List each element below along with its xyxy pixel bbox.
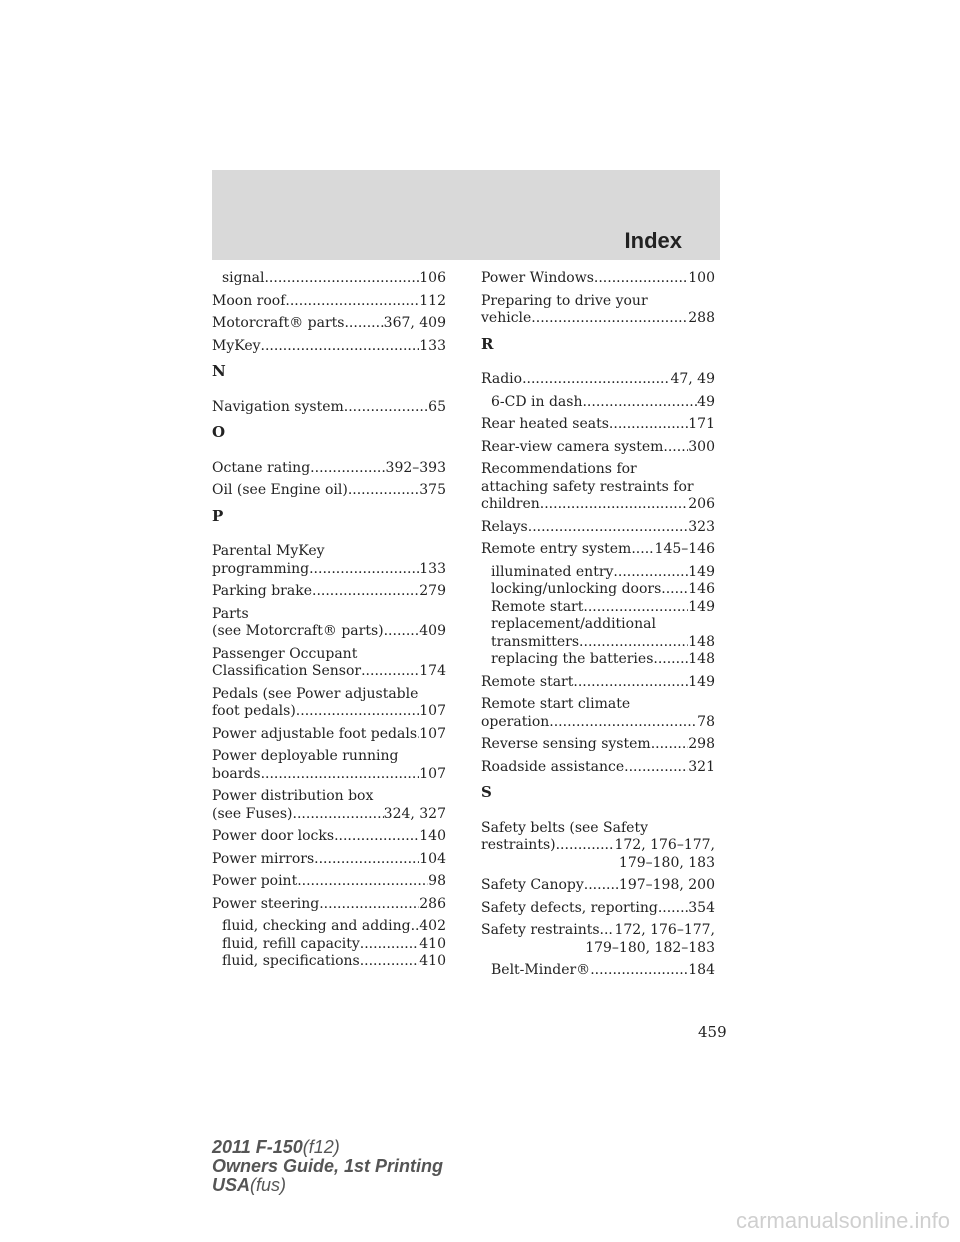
index-entry-term: transmitters xyxy=(491,633,580,650)
index-entry-line xyxy=(212,460,446,478)
index-entry-term: Relays xyxy=(481,518,528,535)
dot-leader xyxy=(261,338,420,356)
index-entry-term: signal xyxy=(222,270,265,286)
index-entry xyxy=(212,293,446,311)
index-entry-line xyxy=(481,416,715,434)
index-entry-line xyxy=(481,736,715,754)
index-entry-page: 409 xyxy=(419,623,446,639)
index-column-right xyxy=(481,270,715,985)
index-entry-page: 148 xyxy=(688,651,715,667)
index-entry-line xyxy=(481,519,715,537)
index-entry-page: 133 xyxy=(419,337,446,354)
dot-leader xyxy=(579,634,688,652)
index-entry xyxy=(212,748,446,783)
index-entry-term: Power mirrors xyxy=(212,850,315,867)
index-entry-term: MyKey xyxy=(212,337,261,354)
index-entry-line xyxy=(481,496,715,514)
watermark: carmanualsonline.info xyxy=(735,1208,950,1233)
index-entry-line xyxy=(212,663,446,681)
index-column-left xyxy=(212,270,446,976)
index-entry xyxy=(212,399,446,417)
index-entry-page: 174 xyxy=(419,663,446,679)
index-entry-lead: Parental MyKey xyxy=(212,543,325,559)
dot-leader xyxy=(310,460,385,478)
footer-market-code: (fus) xyxy=(250,1175,287,1195)
index-entry-lead: Recommendations for xyxy=(481,461,637,477)
index-entry-page: 145–146 xyxy=(654,541,715,557)
dot-leader xyxy=(556,837,615,855)
index-entry-page: 392–393 xyxy=(385,459,446,476)
index-entry-page: 300 xyxy=(688,438,715,455)
dot-leader xyxy=(531,310,688,328)
dot-leader xyxy=(540,496,688,514)
index-entry-line xyxy=(491,564,715,582)
index-entry xyxy=(212,460,446,478)
index-section-letter: N xyxy=(212,362,226,380)
index-entry-line xyxy=(212,338,446,356)
dot-leader xyxy=(594,270,688,288)
dot-leader xyxy=(344,315,383,333)
index-entry-line xyxy=(491,962,715,980)
index-entry-line xyxy=(481,900,715,918)
index-entry-term: boards xyxy=(212,765,261,782)
index-entry-page: 146 xyxy=(688,581,715,597)
index-entry-line xyxy=(212,828,446,846)
dot-leader xyxy=(314,851,419,869)
index-entry-term: Parking brake xyxy=(212,583,312,599)
index-entry xyxy=(481,461,715,514)
index-entry-page: 112 xyxy=(419,292,446,309)
index-entry-page: 47, 49 xyxy=(670,371,715,387)
index-entry-page: 107 xyxy=(419,765,446,782)
dot-leader xyxy=(613,564,688,582)
index-entry-term: Safety defects, reporting xyxy=(481,899,658,916)
dot-leader xyxy=(624,759,688,777)
index-entry-page: 184 xyxy=(688,962,715,978)
index-entry-term: Belt-Minder® xyxy=(491,962,591,978)
index-entry-line xyxy=(212,293,446,311)
index-entry-line xyxy=(212,766,446,784)
index-entry-lead: attaching safety restraints for xyxy=(481,478,694,495)
index-entry-term: Power Windows xyxy=(481,270,594,286)
index-entry xyxy=(481,900,715,918)
index-entry xyxy=(481,371,715,389)
index-entry-page: 354 xyxy=(688,899,715,916)
index-entry xyxy=(212,686,446,721)
dot-leader xyxy=(285,293,419,311)
index-entry xyxy=(481,439,715,457)
index-entry xyxy=(481,394,715,412)
index-entry xyxy=(481,293,715,328)
index-entry xyxy=(481,616,715,651)
footer-guide: Owners Guide, 1st Printing xyxy=(212,1156,444,1176)
index-entry xyxy=(212,338,446,356)
index-entry-lead: Safety belts (see Safety xyxy=(481,819,648,836)
dot-leader xyxy=(411,918,420,936)
index-section-letter: R xyxy=(481,334,494,353)
index-entry-term: Safety restraints xyxy=(481,922,600,938)
index-entry-line xyxy=(481,541,715,559)
index-entry xyxy=(481,541,715,559)
index-entry xyxy=(481,519,715,537)
index-entry-line xyxy=(491,581,715,599)
index-entry-page: 65 xyxy=(428,398,446,415)
index-entry-page: 279 xyxy=(419,583,446,599)
index-entry-term: fluid, checking and adding xyxy=(222,918,411,934)
index-entry-page: 106 xyxy=(419,270,446,286)
index-entry-line xyxy=(222,936,446,954)
index-entry-page-cont: 179–180, 182–183 xyxy=(585,939,715,956)
index-entry-term: Reverse sensing system xyxy=(481,736,651,752)
index-entry-line xyxy=(212,806,446,824)
page-number: 459 xyxy=(698,1023,727,1041)
dot-leader xyxy=(261,766,420,784)
index-entry-term: locking/unlocking doors xyxy=(491,581,662,597)
index-entry-page-cont: 179–180, 183 xyxy=(618,854,715,871)
index-entry xyxy=(212,726,446,744)
index-entry-line xyxy=(481,310,715,328)
index-entry-line xyxy=(481,759,715,777)
index-entry-term: programming xyxy=(212,560,310,577)
index-entry-page: 206 xyxy=(688,496,715,512)
dot-leader xyxy=(631,541,654,559)
index-entry-term: Roadside assistance xyxy=(481,758,625,775)
index-entry-term: Motorcraft® parts xyxy=(212,315,345,331)
dot-leader xyxy=(651,736,689,754)
index-entry-page: 410 xyxy=(419,935,446,952)
index-entry-page: 100 xyxy=(688,270,715,286)
index-entry-term: illuminated entry xyxy=(491,563,614,580)
index-entry-line xyxy=(212,873,446,891)
index-entry-term: Oil (see Engine oil) xyxy=(212,482,348,498)
index-entry-page: 172, 176–177, xyxy=(614,922,715,938)
index-entry-line xyxy=(222,918,446,936)
index-entry xyxy=(212,918,446,936)
footer-market: USA xyxy=(212,1175,251,1195)
index-entry-term: children xyxy=(481,496,540,512)
index-entry xyxy=(212,315,446,333)
index-entry xyxy=(212,788,446,823)
index-entry-line xyxy=(491,651,715,669)
dot-leader xyxy=(661,581,688,599)
index-entry-lead: Power deployable running xyxy=(212,748,399,764)
index-entry xyxy=(212,543,446,578)
index-entry-page: 171 xyxy=(688,416,715,432)
index-entry-term: Classification Sensor xyxy=(212,663,362,679)
index-entry xyxy=(481,759,715,777)
index-entry-line xyxy=(212,623,446,641)
dot-leader xyxy=(653,651,688,669)
index-entry-term: Remote entry system xyxy=(481,541,632,557)
index-entry-term: Remote start xyxy=(491,598,584,615)
index-entry-lead: Pedals (see Power adjustable xyxy=(212,685,419,702)
index-entry xyxy=(481,599,715,617)
index-entry-line xyxy=(491,394,715,412)
index-entry-line xyxy=(212,703,446,721)
index-entry-term: foot pedals) xyxy=(212,703,296,719)
index-entry-page: 149 xyxy=(688,598,715,615)
dot-leader xyxy=(600,922,615,940)
dot-leader xyxy=(319,896,419,914)
index-entry-lead: Remote start climate xyxy=(481,696,631,712)
index-entry-line xyxy=(212,583,446,601)
index-entry-page: 107 xyxy=(419,725,446,742)
index-entry-page: 286 xyxy=(419,895,446,912)
index-entry xyxy=(481,696,715,731)
dot-leader xyxy=(296,703,419,721)
dot-leader xyxy=(384,623,420,641)
section-title: Index xyxy=(624,228,682,253)
index-entry xyxy=(481,877,715,895)
index-entry xyxy=(481,651,715,669)
index-entry xyxy=(212,270,446,288)
index-entry-line xyxy=(481,922,715,940)
index-entry-term: Safety Canopy xyxy=(481,877,584,893)
index-section-letter: P xyxy=(212,506,224,525)
index-entry-page: 197–198, 200 xyxy=(618,877,715,893)
index-entry-term: Power door locks xyxy=(212,828,335,844)
index-entry-term: Moon roof xyxy=(212,292,286,309)
index-entry-page: 323 xyxy=(688,518,715,535)
index-entry-term: fluid, refill capacity xyxy=(222,935,360,952)
dot-leader xyxy=(264,270,419,288)
footer xyxy=(212,1138,443,1195)
index-entry xyxy=(212,828,446,846)
index-section-letter: O xyxy=(212,423,226,441)
index-entry-lead: Parts xyxy=(212,605,249,622)
index-entry-page: 149 xyxy=(688,673,715,690)
dot-leader xyxy=(293,806,384,824)
dot-leader xyxy=(663,439,688,457)
index-entry-page: 107 xyxy=(419,703,446,719)
index-entry-line xyxy=(212,482,446,500)
index-entry-line xyxy=(212,561,446,579)
dot-leader xyxy=(360,953,420,971)
index-entry-page: 367, 409 xyxy=(383,315,446,331)
index-entry-page: 298 xyxy=(688,736,715,752)
index-section-letter: S xyxy=(481,783,492,801)
index-entry xyxy=(212,583,446,601)
index-entry-lead: Power distribution box xyxy=(212,788,374,804)
index-entry-page: 133 xyxy=(419,560,446,577)
index-entry-line xyxy=(222,270,446,288)
index-entry-line xyxy=(481,714,715,732)
index-entry xyxy=(212,482,446,500)
index-entry-line xyxy=(481,371,715,389)
index-entry-page: 140 xyxy=(419,828,446,844)
index-entry-page: 98 xyxy=(428,873,446,889)
index-entry-lead: Passenger Occupant xyxy=(212,645,358,662)
index-entry-line xyxy=(481,439,715,457)
index-entry-page: 148 xyxy=(688,633,715,650)
index-entry xyxy=(212,896,446,914)
index-entry-term: Remote start xyxy=(481,673,574,690)
index-entry-term: (see Motorcraft® parts) xyxy=(212,623,384,639)
index-entry-term: Rear-view camera system xyxy=(481,438,664,455)
index-entry xyxy=(212,606,446,641)
index-entry xyxy=(212,936,446,954)
index-entry-term: 6-CD in dash xyxy=(491,393,583,410)
index-entry-page: 288 xyxy=(688,310,715,326)
index-entry xyxy=(481,581,715,599)
dot-leader xyxy=(590,962,688,980)
index-entry-line xyxy=(481,877,715,895)
dot-leader xyxy=(344,399,428,417)
index-entry xyxy=(481,674,715,692)
index-entry-page: 104 xyxy=(419,850,446,867)
index-entry-page: 375 xyxy=(419,482,446,498)
index-entry-page: 410 xyxy=(419,953,446,969)
index-entry-line xyxy=(212,896,446,914)
index-entry-term: (see Fuses) xyxy=(212,805,293,822)
index-entry xyxy=(481,922,715,957)
dot-leader xyxy=(360,936,420,954)
index-entry xyxy=(481,270,715,288)
index-entry-page: 149 xyxy=(688,563,715,580)
index-entry-term: replacing the batteries xyxy=(491,651,654,667)
header-band xyxy=(212,170,720,260)
index-entry xyxy=(212,646,446,681)
dot-leader xyxy=(582,394,697,412)
index-entry-page: 172, 176–177, xyxy=(614,837,715,853)
index-entry-line xyxy=(491,599,715,617)
index-entry-line xyxy=(212,851,446,869)
index-entry-lead: replacement/additional xyxy=(491,616,656,632)
index-entry-term: restraints) xyxy=(481,837,556,853)
dot-leader xyxy=(528,519,689,537)
index-entry-term: Rear heated seats xyxy=(481,416,609,432)
index-entry-page: 49 xyxy=(697,393,715,410)
dot-leader xyxy=(658,900,688,918)
index-entry-line xyxy=(212,399,446,417)
index-entry-term: operation xyxy=(481,713,550,730)
dot-leader xyxy=(312,583,419,601)
index-entry-term: Octane rating xyxy=(212,459,311,476)
index-entry-term: vehicle xyxy=(481,310,532,326)
dot-leader xyxy=(583,599,688,617)
dot-leader xyxy=(309,561,419,579)
index-entry xyxy=(481,736,715,754)
index-entry-term: Radio xyxy=(481,371,523,387)
dot-leader xyxy=(609,416,688,434)
dot-leader xyxy=(297,873,428,891)
index-entry xyxy=(212,953,446,971)
index-entry xyxy=(212,873,446,891)
dot-leader xyxy=(584,877,619,895)
index-entry-term: Power steering xyxy=(212,895,320,912)
footer-model: 2011 F-150 xyxy=(212,1137,303,1157)
dot-leader xyxy=(549,714,697,732)
index-entry-line xyxy=(212,315,446,333)
index-entry xyxy=(481,820,715,873)
index-entry-line xyxy=(481,270,715,288)
index-entry-line xyxy=(491,634,715,652)
index-entry-line xyxy=(481,837,715,855)
index-entry-line xyxy=(212,726,446,744)
dot-leader xyxy=(573,674,688,692)
dot-leader xyxy=(334,828,419,846)
index-entry-term: Navigation system xyxy=(212,398,344,415)
footer-model-code: (f12) xyxy=(302,1137,340,1157)
index-entry-page: 321 xyxy=(688,758,715,775)
index-entry-term: fluid, specifications xyxy=(222,953,360,969)
dot-leader xyxy=(361,663,419,681)
index-entry-line xyxy=(481,674,715,692)
index-entry-term: Power adjustable foot pedals xyxy=(212,725,418,742)
dot-leader xyxy=(348,482,419,500)
index-entry-page: 402 xyxy=(419,918,446,934)
index-entry xyxy=(212,851,446,869)
index-entry xyxy=(481,564,715,582)
index-entry-term: Power point xyxy=(212,873,298,889)
index-entry xyxy=(481,416,715,434)
index-entry-lead: Preparing to drive your xyxy=(481,292,648,309)
index-entry-line xyxy=(222,953,446,971)
dot-leader xyxy=(522,371,670,389)
index-entry-page: 78 xyxy=(697,713,715,730)
index-entry xyxy=(481,962,715,980)
index-entry-page: 324, 327 xyxy=(383,805,446,822)
